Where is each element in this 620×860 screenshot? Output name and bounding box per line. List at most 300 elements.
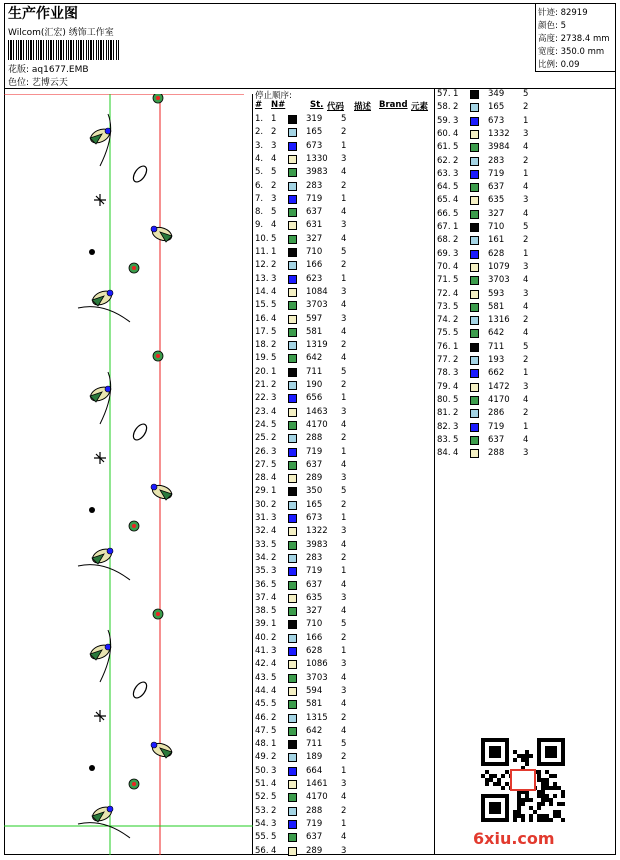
thread-code: 637: [306, 459, 323, 470]
stop-number: 36.: [255, 579, 269, 590]
needle-number: 4: [271, 592, 277, 603]
needle-number: 3: [453, 168, 459, 179]
stop-number: 80.: [437, 394, 451, 405]
color-swatch: [288, 354, 297, 363]
color-count: 3: [341, 779, 347, 789]
needle-number: 2: [453, 235, 459, 246]
thread-code: 656: [306, 393, 323, 404]
color-count: 2: [341, 433, 347, 444]
needle-number: 5: [271, 579, 277, 590]
header-needle: N#: [271, 100, 286, 110]
color-count: 4: [341, 419, 347, 430]
needle-number: 2: [271, 180, 277, 191]
color-count: 1: [341, 513, 347, 523]
thread-code: 719: [306, 446, 323, 457]
color-swatch: [288, 541, 297, 550]
color-count: 3: [341, 220, 347, 231]
thread-code: 673: [306, 140, 323, 151]
needle-number: 5: [453, 142, 459, 153]
color-count: 2: [341, 340, 347, 351]
color-swatch: [470, 436, 479, 445]
color-count: 2: [341, 712, 347, 723]
stop-number: 82.: [437, 421, 451, 432]
stop-number: 51.: [255, 779, 269, 789]
thread-code: 664: [306, 765, 323, 776]
needle-number: 4: [271, 286, 277, 297]
color-swatch: [288, 740, 297, 749]
spec-stitches: 针迹: 82919: [538, 8, 588, 18]
color-count: 5: [341, 114, 347, 124]
needle-number: 5: [271, 167, 277, 178]
thread-code: 673: [488, 115, 505, 126]
color-swatch: [288, 315, 297, 324]
color-count: 2: [341, 127, 347, 138]
stop-number: 30.: [255, 499, 269, 510]
spec-width: 宽度: 350.0 mm: [538, 47, 605, 57]
needle-number: 3: [453, 368, 459, 379]
thread-code: 350: [306, 486, 323, 497]
color-swatch: [288, 474, 297, 483]
stop-number: 63.: [437, 168, 451, 179]
stop-number: 66.: [437, 208, 451, 219]
needle-number: 3: [271, 765, 277, 776]
color-count: 3: [341, 845, 347, 856]
stop-number: 38.: [255, 606, 269, 617]
color-swatch: [470, 236, 479, 245]
stop-number: 74.: [437, 315, 451, 326]
color-count: 5: [341, 486, 347, 497]
thread-code: 1319: [306, 340, 328, 351]
leaf-icon: [131, 164, 150, 184]
thread-code: 642: [306, 353, 323, 364]
stop-number: 28.: [255, 473, 269, 484]
thread-code: 710: [306, 619, 323, 630]
header-st: St.: [310, 100, 324, 110]
color-swatch: [288, 594, 297, 603]
color-swatch: [470, 210, 479, 219]
dot: [89, 249, 95, 255]
thread-code: 166: [306, 260, 323, 271]
qr-code: [481, 738, 565, 822]
needle-number: 3: [271, 193, 277, 204]
thread-code: 4170: [488, 394, 510, 405]
color-count: 3: [341, 592, 347, 603]
thread-code: 719: [488, 168, 505, 179]
thread-code: 3703: [306, 672, 328, 683]
needle-number: 2: [271, 433, 277, 444]
thread-code: 4170: [306, 419, 328, 430]
color-swatch: [288, 634, 297, 643]
color-count: 5: [341, 366, 347, 377]
stop-number: 55.: [255, 832, 269, 843]
page-title: 生产作业图: [8, 6, 78, 22]
stop-number: 40.: [255, 632, 269, 643]
color-swatch: [470, 343, 479, 352]
color-swatch: [470, 329, 479, 338]
needle-number: 5: [271, 699, 277, 710]
thread-code: 594: [306, 685, 323, 696]
stop-list-header: [253, 100, 435, 112]
color-swatch: [470, 316, 479, 325]
leaf-icon: [131, 422, 150, 442]
stop-number: 52.: [255, 792, 269, 803]
color-count: 4: [341, 606, 347, 617]
color-swatch: [288, 368, 297, 377]
thread-code: 581: [488, 301, 505, 312]
color-swatch: [288, 793, 297, 802]
color-count: 3: [341, 526, 347, 537]
stop-number: 20.: [255, 366, 269, 377]
color-swatch: [288, 514, 297, 523]
thread-code: 165: [488, 102, 505, 113]
stop-number: 22.: [255, 393, 269, 404]
stop-number: 50.: [255, 765, 269, 776]
header-info: [5, 3, 535, 89]
color-swatch: [288, 142, 297, 151]
color-count: 5: [341, 739, 347, 750]
color-count: 2: [523, 235, 529, 246]
stop-number: 32.: [255, 526, 269, 537]
thread-code: 327: [306, 233, 323, 244]
header-num: #: [255, 100, 263, 110]
stop-number: 53.: [255, 805, 269, 816]
color-count: 2: [341, 380, 347, 390]
stop-number: 45.: [255, 699, 269, 710]
needle-number: 2: [271, 340, 277, 351]
color-swatch: [288, 328, 297, 337]
thread-code: 1322: [306, 526, 328, 537]
needle-number: 2: [271, 499, 277, 510]
stop-number: 58.: [437, 102, 451, 113]
stop-number: 31.: [255, 513, 269, 523]
thread-code: 3703: [488, 275, 510, 286]
color-count: 4: [341, 672, 347, 683]
stop-number: 75.: [437, 328, 451, 339]
needle-number: 1: [453, 341, 459, 352]
needle-number: 1: [271, 739, 277, 750]
needle-number: 1: [271, 247, 277, 257]
thread-code: 327: [488, 208, 505, 219]
color-swatch: [288, 567, 297, 576]
stop-list-title: 停止顺序:: [255, 91, 292, 101]
color-count: 4: [341, 300, 347, 311]
stop-number: 26.: [255, 446, 269, 457]
stop-number: 5.: [255, 167, 264, 178]
stop-number: 3.: [255, 140, 264, 151]
needle-number: 1: [271, 619, 277, 630]
thread-code: 327: [306, 606, 323, 617]
stop-number: 84.: [437, 448, 451, 459]
needle-number: 3: [271, 273, 277, 284]
color-count: 4: [523, 394, 529, 405]
stop-number: 13.: [255, 273, 269, 284]
color-swatch: [288, 182, 297, 191]
needle-number: 2: [271, 127, 277, 138]
color-swatch: [288, 674, 297, 683]
needle-number: 4: [271, 779, 277, 789]
thread-code: 189: [306, 752, 323, 763]
thread-code: 637: [306, 579, 323, 590]
stop-number: 48.: [255, 739, 269, 750]
color-swatch: [470, 276, 479, 285]
thread-code: 3984: [488, 142, 510, 153]
stop-number: 59.: [437, 115, 451, 126]
stop-number: 71.: [437, 275, 451, 286]
color-count: 3: [341, 286, 347, 297]
color-swatch: [288, 527, 297, 536]
stop-number: 10.: [255, 233, 269, 244]
needle-number: 2: [453, 408, 459, 419]
color-swatch: [288, 620, 297, 629]
stop-number: 39.: [255, 619, 269, 630]
color-count: 2: [523, 155, 529, 166]
spec-colors: 颜色: 5: [538, 21, 566, 31]
stop-number: 25.: [255, 433, 269, 444]
color-swatch: [470, 290, 479, 299]
thread-code: 283: [306, 180, 323, 191]
thread-code: 642: [306, 725, 323, 736]
color-count: 4: [523, 182, 529, 193]
color-count: 1: [341, 765, 347, 776]
stop-number: 65.: [437, 195, 451, 206]
watermark: 6xiu.com: [473, 829, 555, 848]
color-swatch: [470, 383, 479, 392]
thread-code: 710: [488, 222, 505, 232]
stop-number: 41.: [255, 646, 269, 656]
color-swatch: [288, 647, 297, 656]
color-swatch: [470, 183, 479, 192]
needle-number: 5: [271, 539, 277, 550]
stop-number: 21.: [255, 380, 269, 390]
color-swatch: [288, 288, 297, 297]
stop-number: 29.: [255, 486, 269, 497]
thread-code: 719: [488, 421, 505, 432]
color-swatch: [288, 501, 297, 510]
needle-number: 2: [271, 260, 277, 271]
spec-scale: 比例: 0.09: [538, 60, 580, 70]
thread-code: 165: [306, 127, 323, 138]
color-swatch: [288, 687, 297, 696]
thread-code: 1084: [306, 286, 328, 297]
color-count: 3: [523, 195, 529, 206]
color-count: 5: [523, 89, 529, 99]
thread-code: 637: [306, 207, 323, 218]
needle-number: 3: [453, 421, 459, 432]
color-count: 2: [341, 632, 347, 643]
thread-code: 711: [488, 341, 505, 352]
needle-number: 4: [453, 448, 459, 459]
stop-number: 7.: [255, 193, 264, 204]
spec-height: 高度: 2738.4 mm: [538, 34, 610, 44]
needle-number: 5: [271, 419, 277, 430]
color-swatch: [288, 833, 297, 842]
color-swatch: [288, 394, 297, 403]
thread-code: 289: [306, 473, 323, 484]
stop-number: 68.: [437, 235, 451, 246]
color-count: 1: [341, 193, 347, 204]
needle-number: 4: [453, 261, 459, 272]
color-count: 4: [523, 328, 529, 339]
branch: [78, 565, 130, 580]
color-swatch: [288, 221, 297, 230]
needle-number: 5: [453, 208, 459, 219]
color-swatch: [288, 421, 297, 430]
color-count: 4: [341, 233, 347, 244]
thread-code: 1315: [306, 712, 328, 723]
stop-number: 19.: [255, 353, 269, 364]
needle-number: 3: [271, 140, 277, 151]
stop-number: 11.: [255, 247, 269, 257]
color-swatch: [288, 261, 297, 270]
color-count: 2: [523, 408, 529, 419]
color-count: 5: [341, 247, 347, 257]
stop-number: 4.: [255, 153, 264, 164]
stop-number: 62.: [437, 155, 451, 166]
needle-number: 4: [271, 220, 277, 231]
color-count: 5: [523, 341, 529, 352]
color-swatch: [470, 90, 479, 99]
needle-number: 5: [453, 275, 459, 286]
color-count: 5: [341, 619, 347, 630]
color-count: 4: [523, 142, 529, 153]
stop-number: 23.: [255, 406, 269, 417]
color-count: 2: [341, 805, 347, 816]
thread-code: 1463: [306, 406, 328, 417]
needle-number: 3: [271, 646, 277, 656]
thread-code: 719: [306, 818, 323, 829]
needle-number: 5: [453, 434, 459, 445]
colorway: 色位: 艺博云天: [8, 78, 68, 88]
color-swatch: [288, 753, 297, 762]
color-swatch: [470, 250, 479, 259]
color-count: 1: [523, 248, 529, 259]
thread-code: 286: [488, 408, 505, 419]
color-swatch: [288, 381, 297, 390]
stop-number: 83.: [437, 434, 451, 445]
needle-number: 3: [271, 446, 277, 457]
color-swatch: [288, 208, 297, 217]
needle-number: 5: [271, 832, 277, 843]
color-count: 2: [341, 180, 347, 191]
header-unit: 元素: [411, 102, 429, 112]
needle-number: 1: [453, 222, 459, 232]
thread-code: 710: [306, 247, 323, 257]
color-count: 3: [341, 685, 347, 696]
color-swatch: [288, 461, 297, 470]
needle-number: 5: [271, 353, 277, 364]
color-count: 1: [523, 421, 529, 432]
color-count: 3: [341, 153, 347, 164]
color-swatch: [470, 449, 479, 458]
embroidery-preview: [4, 94, 253, 855]
stop-number: 12.: [255, 260, 269, 271]
stop-number: 16.: [255, 313, 269, 324]
stop-number: 14.: [255, 286, 269, 297]
color-count: 1: [341, 393, 347, 404]
needle-number: 1: [271, 366, 277, 377]
needle-number: 1: [271, 486, 277, 497]
stop-number: 49.: [255, 752, 269, 763]
thread-code: 593: [488, 288, 505, 299]
thread-code: 1079: [488, 261, 510, 272]
color-count: 4: [341, 459, 347, 470]
thread-code: 711: [306, 366, 323, 377]
color-count: 4: [523, 434, 529, 445]
needle-number: 2: [453, 315, 459, 326]
color-swatch: [470, 143, 479, 152]
color-swatch: [288, 408, 297, 417]
color-swatch: [288, 487, 297, 496]
thread-code: 283: [488, 155, 505, 166]
stop-number: 46.: [255, 712, 269, 723]
color-count: 1: [523, 368, 529, 379]
thread-code: 1330: [306, 153, 328, 164]
color-swatch: [470, 157, 479, 166]
stop-list-column-1: [253, 88, 435, 855]
needle-number: 2: [271, 805, 277, 816]
color-swatch: [288, 807, 297, 816]
color-count: 1: [523, 168, 529, 179]
color-swatch: [288, 847, 297, 856]
thread-code: 711: [306, 739, 323, 750]
color-swatch: [470, 170, 479, 179]
needle-number: 4: [453, 288, 459, 299]
stop-number: 78.: [437, 368, 451, 379]
color-count: 1: [523, 115, 529, 126]
design-canvas: [4, 94, 253, 855]
color-swatch: [288, 660, 297, 669]
sprig-icon: [94, 452, 106, 464]
stop-number: 67.: [437, 222, 451, 232]
color-swatch: [470, 263, 479, 272]
thread-code: 288: [488, 448, 505, 459]
thread-code: 623: [306, 273, 323, 284]
color-count: 1: [341, 140, 347, 151]
color-swatch: [470, 130, 479, 139]
needle-number: 5: [271, 792, 277, 803]
stop-number: 61.: [437, 142, 451, 153]
thread-code: 662: [488, 368, 505, 379]
stop-number: 2.: [255, 127, 264, 138]
thread-code: 631: [306, 220, 323, 231]
color-count: 1: [341, 818, 347, 829]
needle-number: 4: [271, 685, 277, 696]
stop-number: 24.: [255, 419, 269, 430]
needle-number: 5: [453, 328, 459, 339]
thread-code: 635: [488, 195, 505, 206]
thread-code: 3983: [306, 167, 328, 178]
pattern-file: 花版: aq1677.EMB: [8, 65, 89, 75]
color-count: 2: [523, 315, 529, 326]
thread-code: 673: [306, 513, 323, 523]
color-swatch: [288, 607, 297, 616]
stop-number: 8.: [255, 207, 264, 218]
color-count: 3: [523, 288, 529, 299]
thread-code: 628: [488, 248, 505, 259]
color-swatch: [288, 195, 297, 204]
stop-number: 44.: [255, 685, 269, 696]
needle-number: 5: [271, 326, 277, 337]
needle-number: 3: [271, 818, 277, 829]
thread-code: 719: [306, 193, 323, 204]
needle-number: 4: [453, 128, 459, 139]
header-code: 代码: [327, 102, 345, 112]
needle-number: 5: [271, 606, 277, 617]
color-swatch: [470, 303, 479, 312]
color-swatch: [288, 780, 297, 789]
thread-code: 581: [306, 326, 323, 337]
stop-number: 34.: [255, 552, 269, 563]
